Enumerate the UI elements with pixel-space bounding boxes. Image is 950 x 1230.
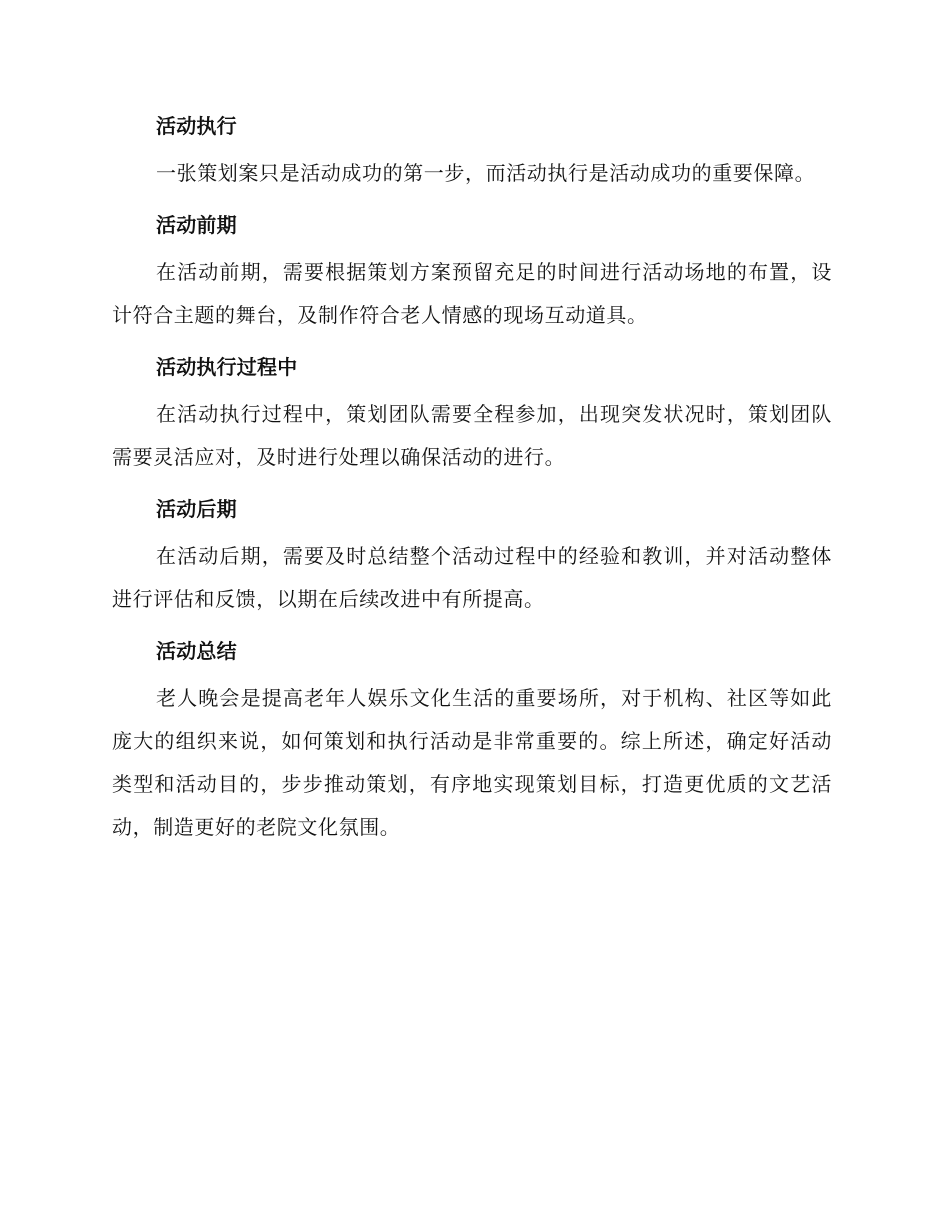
- section-preparation: [112, 207, 832, 337]
- section-heading: 活动后期: [156, 497, 237, 521]
- section-paragraph: 在活动后期，需要及时总结整个活动过程中的经验和教训，并对活动整体进行评估和反馈，以期在后续改进中有所提高。: [112, 544, 832, 611]
- section-execution: [112, 108, 832, 195]
- section-paragraph: 老人晚会是提高老年人娱乐文化生活的重要场所，对于机构、社区等如此庞大的组织来说，如何策划和执行活动是非常重要的。综上所述，确定好活动类型和活动目的，步步推动策划，有序地实现策划目标，打造更优质的文艺活动，制造更好的老院文化氛围。: [112, 686, 832, 839]
- section-paragraph: 一张策划案只是活动成功的第一步，而活动执行是活动成功的重要保障。: [156, 161, 816, 185]
- section-summary: [112, 633, 832, 849]
- section-paragraph: 在活动前期，需要根据策划方案预留充足的时间进行活动场地的布置，设计符合主题的舞台，及制作符合老人情感的现场互动道具。: [112, 260, 832, 327]
- section-heading: 活动前期: [156, 213, 237, 237]
- document-page: [112, 108, 832, 861]
- section-post-event: [112, 491, 832, 621]
- section-heading: 活动执行: [156, 114, 237, 138]
- section-heading: 活动总结: [156, 639, 237, 663]
- section-paragraph: 在活动执行过程中，策划团队需要全程参加，出现突发状况时，策划团队需要灵活应对，及时进行处理以确保活动的进行。: [112, 402, 832, 469]
- section-in-progress: [112, 349, 832, 479]
- section-heading: 活动执行过程中: [156, 355, 298, 379]
